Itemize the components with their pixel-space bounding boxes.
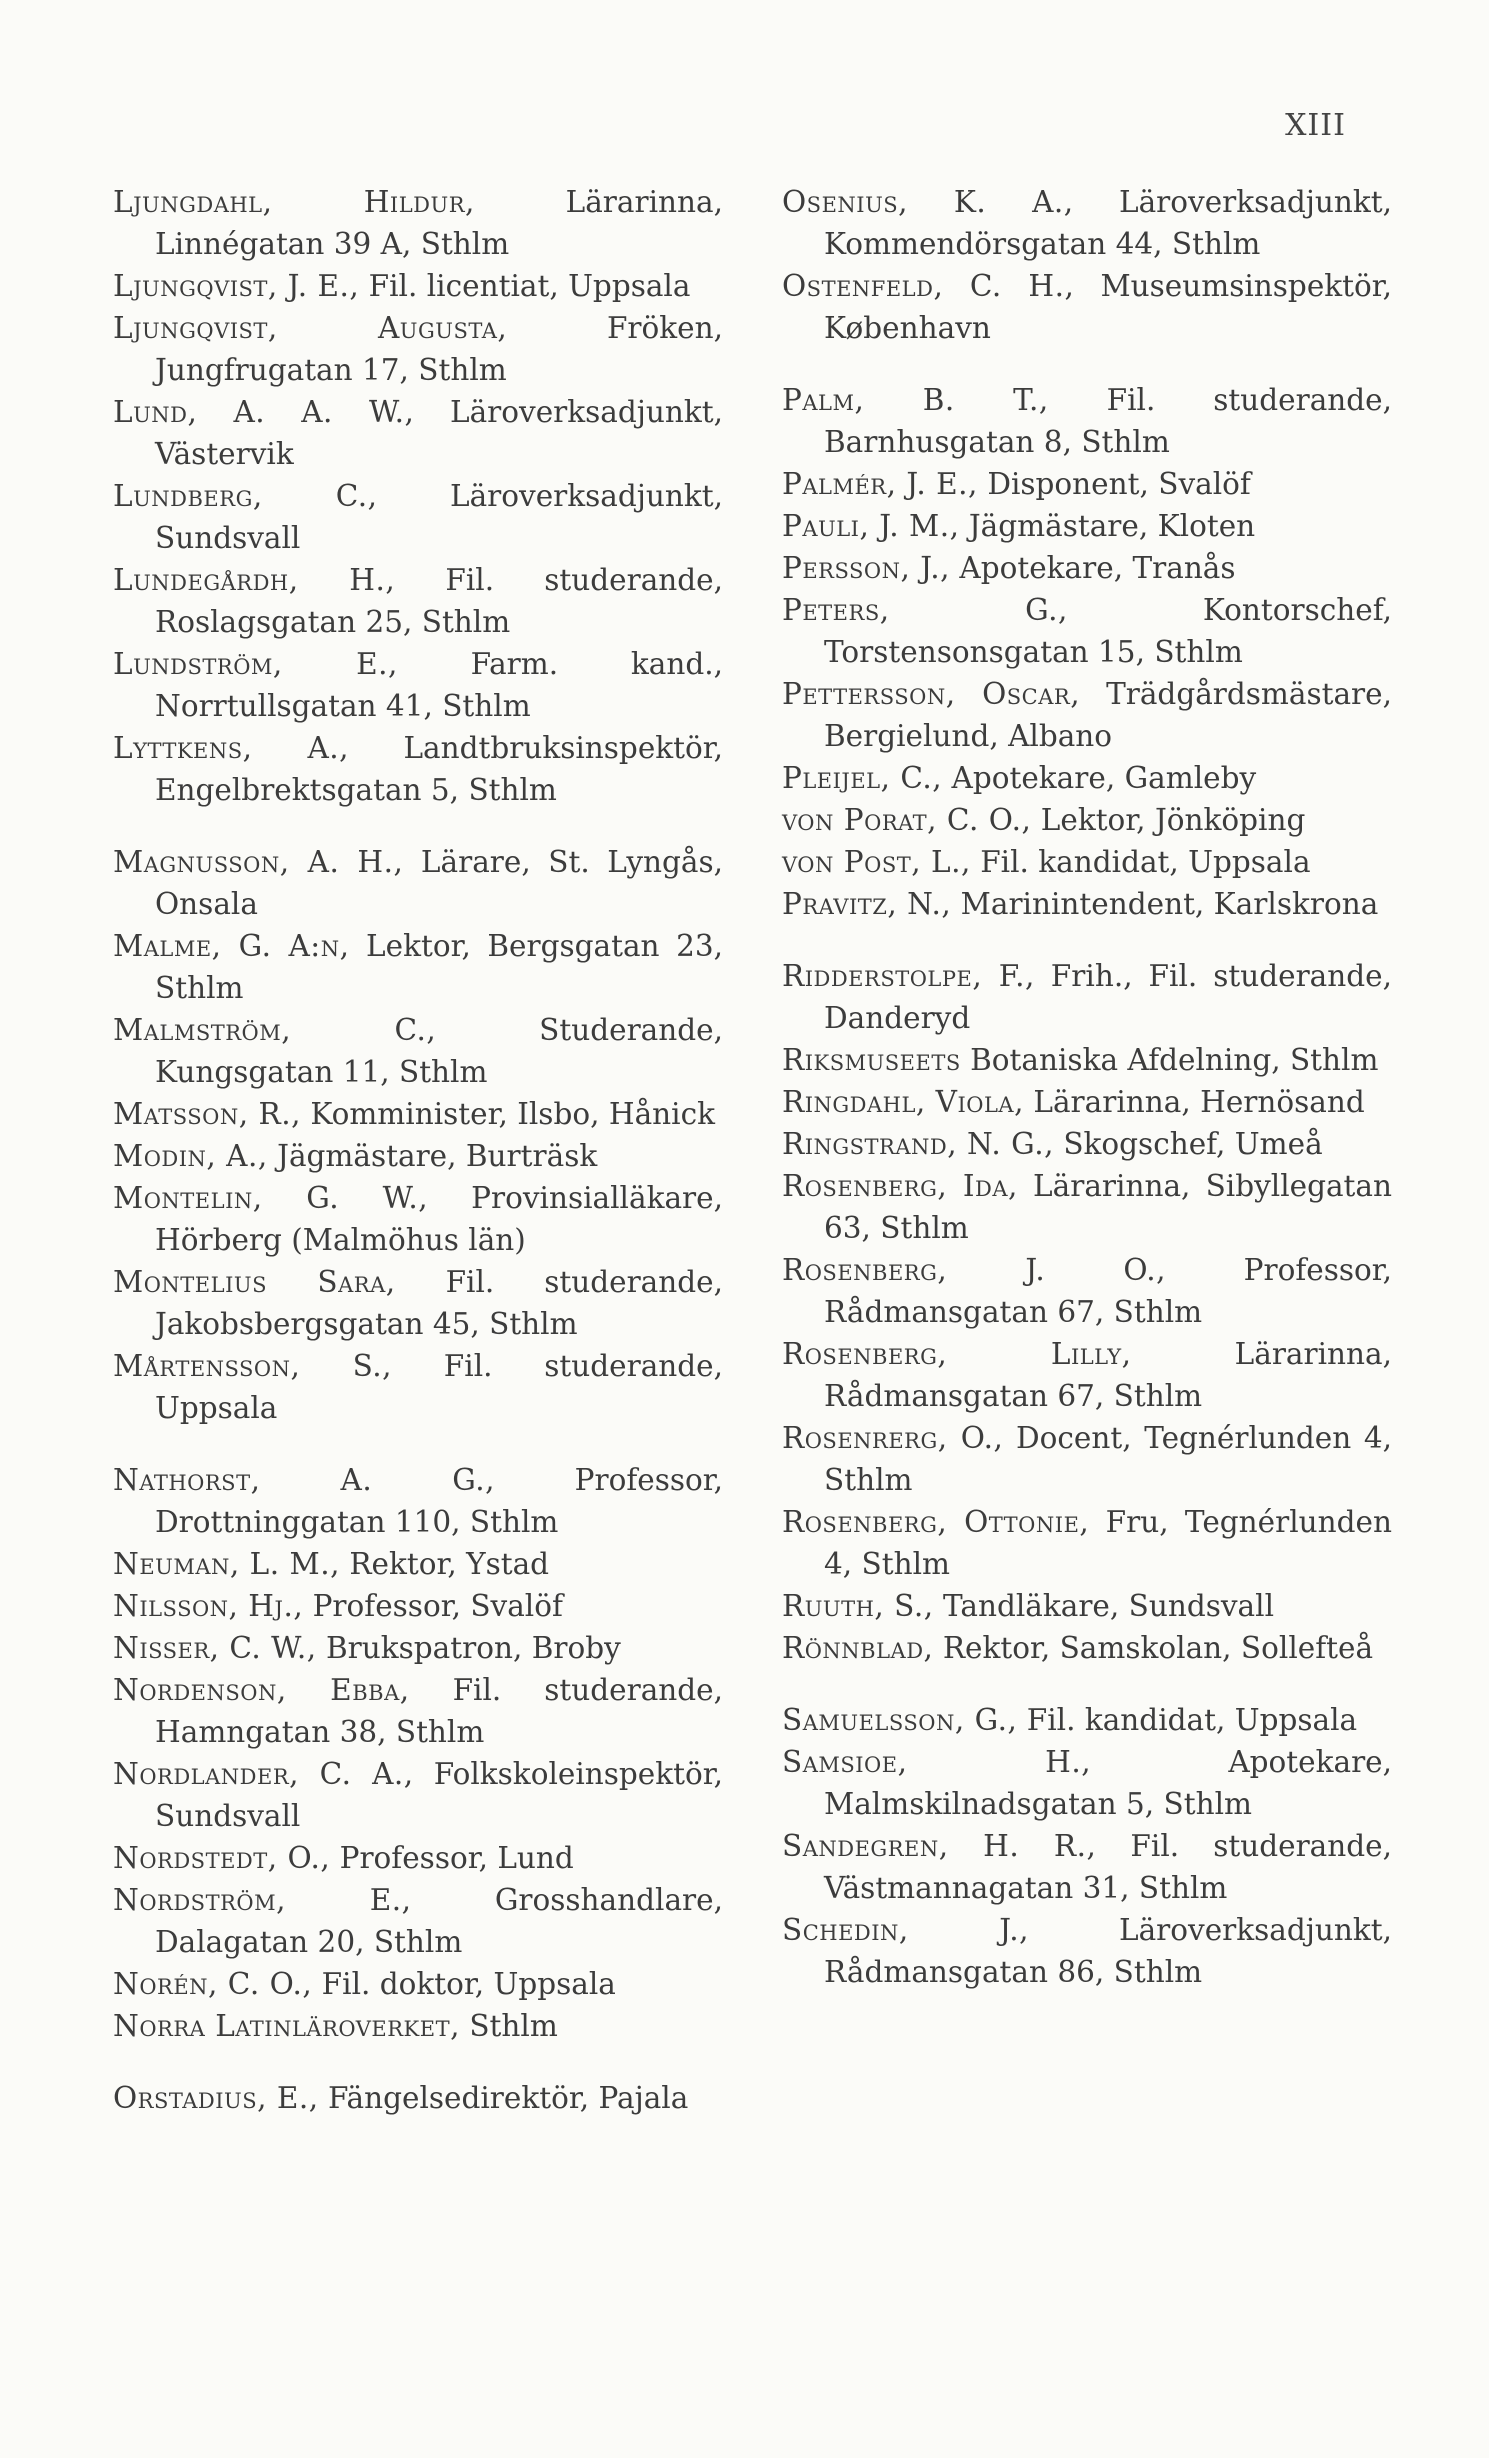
entry-name: Rosenberg, Lilly, <box>782 1337 1132 1371</box>
directory-entry <box>782 799 1392 841</box>
entry-details: Professor, Svalöf <box>303 1589 563 1623</box>
directory-entry <box>113 727 723 811</box>
directory-entry <box>113 559 723 643</box>
entry-name: Ringdahl, Viola, <box>782 1085 1024 1119</box>
entry-details: Fil. kandidat, Uppsala <box>1017 1703 1358 1737</box>
entry-details: Lärare, St. Lyngås, Onsala <box>155 845 723 921</box>
directory-entry <box>782 589 1392 673</box>
left-column <box>113 181 723 2119</box>
directory-entry <box>113 1627 723 1669</box>
entry-name: Nordenson, Ebba, <box>113 1673 410 1707</box>
directory-entry <box>113 1135 723 1177</box>
directory-entry <box>782 1627 1392 1669</box>
entry-details: Marinintendent, Karlskrona <box>951 887 1379 921</box>
directory-entry <box>782 1165 1392 1249</box>
entry-name: Ljungdahl, Hildur, <box>113 185 475 219</box>
entry-details: Folkskoleinspektör, Sundsvall <box>155 1757 723 1833</box>
entry-name: Pravitz, N., <box>782 887 952 921</box>
directory-entry <box>782 1909 1392 1993</box>
entry-name: Rosenberg, Ida, <box>782 1169 1018 1203</box>
directory-entry <box>782 1081 1392 1123</box>
entry-details: Läroverksadjunkt, Rådmansgatan 86, Sthlm <box>824 1913 1392 1989</box>
directory-entry <box>782 883 1392 925</box>
directory-entry <box>782 463 1392 505</box>
directory-entry <box>782 1585 1392 1627</box>
entry-details: Botaniska Afdelning, Sthlm <box>960 1043 1379 1077</box>
entry-name: Lundegårdh, H., <box>113 563 396 597</box>
entry-name: Montelius Sara, <box>113 1265 396 1299</box>
entry-details: Apotekare, Malmskilnadsgatan 5, Sthlm <box>824 1745 1392 1821</box>
entry-name: Malme, G. A:n, <box>113 929 350 963</box>
directory-entry <box>113 643 723 727</box>
directory-entry <box>782 1123 1392 1165</box>
entry-name: Persson, J., <box>782 551 951 585</box>
entry-name: Ridderstolpe, F., <box>782 959 1035 993</box>
entry-details: Lärarinna, Sibyllegatan 63, Sthlm <box>824 1169 1392 1245</box>
entry-details: Professor, Rådmansgatan 67, Sthlm <box>824 1253 1392 1329</box>
entry-details: Sthlm <box>459 2009 558 2043</box>
entry-details: Grosshandlare, Dalagatan 20, Sthlm <box>155 1883 723 1959</box>
directory-entry <box>113 1543 723 1585</box>
entry-details: Fil. studerande, Hamngatan 38, Sthlm <box>155 1673 723 1749</box>
entry-details: Fil. studerande, Barnhusgatan 8, Sthlm <box>824 383 1392 459</box>
directory-entry <box>113 1009 723 1093</box>
entry-name: Malmström, C., <box>113 1013 437 1047</box>
entry-name: Pauli, J. M., <box>782 509 960 543</box>
entry-details: Fil. studerande, Uppsala <box>155 1349 724 1425</box>
directory-entry <box>113 1345 723 1429</box>
entry-details: Frih., Fil. studerande, Danderyd <box>824 959 1392 1035</box>
entry-details: Lektor, Bergsgatan 23, Sthlm <box>155 929 723 1005</box>
entry-name: Montelin, G. W., <box>113 1181 429 1215</box>
entry-details: Lärarinna, Hernösand <box>1023 1085 1365 1119</box>
page-number: XIII <box>1285 108 1346 143</box>
entry-name: Sandegren, H. R., <box>782 1829 1097 1863</box>
entry-details: Jägmästare, Burträsk <box>267 1139 598 1173</box>
entry-details: Komminister, Ilsbo, Hånick <box>300 1097 715 1131</box>
entry-details: Läroverksadjunkt, Västervik <box>155 395 723 471</box>
directory-entry <box>782 1039 1392 1081</box>
directory-entry <box>113 1669 723 1753</box>
entry-name: Nilsson, Hj., <box>113 1589 304 1623</box>
entry-name: Nordström, E., <box>113 1883 412 1917</box>
entry-details: Professor, Lund <box>330 1841 574 1875</box>
entry-name: von Post, L., <box>782 845 971 879</box>
directory-entry <box>782 547 1392 589</box>
directory-entry <box>782 379 1392 463</box>
entry-details: Kontorschef, Torstensonsgatan 15, Sthlm <box>824 593 1392 669</box>
entry-details: Läroverksadjunkt, Sundsvall <box>155 479 723 555</box>
entry-details: Jägmästare, Kloten <box>959 509 1256 543</box>
entry-name: Modin, A., <box>113 1139 268 1173</box>
entry-name: Ruuth, S., <box>782 1589 934 1623</box>
directory-entry <box>113 2077 723 2119</box>
directory-entry <box>113 2005 723 2047</box>
entry-details: Professor, Drottninggatan 110, Sthlm <box>155 1463 724 1539</box>
directory-entry <box>782 1417 1392 1501</box>
entry-name: Nordlander, C. A., <box>113 1757 414 1791</box>
entry-name: Osenius, K. A., <box>782 185 1074 219</box>
entry-details: Fil. licentiat, Uppsala <box>359 269 691 303</box>
entry-name: Riksmuseets <box>782 1043 961 1077</box>
entry-details: Lärarinna, Linnégatan 39 A, Sthlm <box>155 185 723 261</box>
entry-name: Neuman, L. M., <box>113 1547 340 1581</box>
entry-details: Lektor, Jönköping <box>1031 803 1306 837</box>
entry-details: Fru, Tegnérlunden 4, Sthlm <box>824 1505 1392 1581</box>
entry-name: Rönnblad, <box>782 1631 934 1665</box>
entry-name: Nordstedt, O., <box>113 1841 331 1875</box>
directory-entry <box>113 1963 723 2005</box>
directory-entry <box>782 673 1392 757</box>
entry-details: Lärarinna, Rådmansgatan 67, Sthlm <box>824 1337 1393 1413</box>
directory-entry <box>113 475 723 559</box>
entry-name: Rosenberg, J. O., <box>782 1253 1167 1287</box>
entry-name: Samuelsson, G., <box>782 1703 1018 1737</box>
entry-details: Studerande, Kungsgatan 11, Sthlm <box>155 1013 723 1089</box>
entry-name: Lundström, E., <box>113 647 398 681</box>
entry-name: Matsson, R., <box>113 1097 301 1131</box>
entry-details: Landtbruksinspektör, Engelbrektsgatan 5, Sthlm <box>155 731 724 807</box>
directory-entry <box>113 1879 723 1963</box>
entry-name: Pettersson, Oscar, <box>782 677 1081 711</box>
directory-entry <box>113 841 723 925</box>
directory-entry <box>113 1753 723 1837</box>
entry-name: Nathorst, A. G., <box>113 1463 496 1497</box>
directory-entry <box>113 1093 723 1135</box>
directory-entry <box>782 1249 1392 1333</box>
entry-details: Museumsinspektör, København <box>824 269 1393 345</box>
entry-details: Farm. kand., Norrtullsgatan 41, Sthlm <box>155 647 723 723</box>
directory-entry <box>782 1825 1392 1909</box>
entry-name: Orstadius, E., <box>113 2081 319 2115</box>
entry-name: Samsioe, H., <box>782 1745 1092 1779</box>
entry-details: Docent, Tegnérlunden 4, Sthlm <box>824 1421 1392 1497</box>
directory-entry <box>782 1699 1392 1741</box>
directory-entry <box>782 757 1392 799</box>
entry-details: Apotekare, Tranås <box>950 551 1236 585</box>
entry-details: Brukspatron, Broby <box>316 1631 621 1665</box>
entry-name: Rosenberg, Ottonie, <box>782 1505 1090 1539</box>
entry-name: Norra Latinläroverket, <box>113 2009 460 2043</box>
entry-name: Peters, G., <box>782 593 1068 627</box>
entry-details: Skogschef, Umeå <box>1053 1127 1323 1161</box>
entry-details: Fil. studerande, Västmannagatan 31, Sthlm <box>824 1829 1392 1905</box>
directory-entry <box>113 1261 723 1345</box>
directory-entry <box>113 181 723 265</box>
entry-name: Lundberg, C., <box>113 479 378 513</box>
directory-entry <box>782 181 1392 265</box>
directory-entry <box>782 1333 1392 1417</box>
entry-name: Ringstrand, N. G., <box>782 1127 1054 1161</box>
entry-details: Apotekare, Gamleby <box>942 761 1257 795</box>
directory-entry <box>782 1741 1392 1825</box>
entry-details: Fil. kandidat, Uppsala <box>970 845 1311 879</box>
entry-name: Palmér, J. E., <box>782 467 978 501</box>
directory-entry <box>782 841 1392 883</box>
directory-entry <box>113 1177 723 1261</box>
entry-name: Ljungqvist, Augusta, <box>113 311 508 345</box>
entry-name: Nisser, C. W., <box>113 1631 317 1665</box>
entry-name: Lund, A. A. W., <box>113 395 415 429</box>
entry-name: Lyttkens, A., <box>113 731 350 765</box>
directory-entry <box>113 1459 723 1543</box>
entry-name: Pleijel, C., <box>782 761 943 795</box>
directory-entry <box>113 925 723 1009</box>
directory-entry <box>113 1585 723 1627</box>
right-column <box>782 181 1392 1993</box>
directory-entry <box>782 265 1392 349</box>
entry-name: Palm, B. T., <box>782 383 1049 417</box>
directory-entry <box>113 265 723 307</box>
entry-name: Norén, C. O., <box>113 1967 313 2001</box>
entry-details: Fil. studerande, Jakobsbergsgatan 45, Sthlm <box>155 1265 723 1341</box>
directory-entry <box>113 1837 723 1879</box>
entry-name: Magnusson, A. H., <box>113 845 404 879</box>
directory-entry <box>782 505 1392 547</box>
directory-entry <box>782 1501 1392 1585</box>
directory-entry <box>782 955 1392 1039</box>
entry-name: Mårtensson, S., <box>113 1349 393 1383</box>
entry-details: Läroverksadjunkt, Kommendörsgatan 44, Sthlm <box>824 185 1393 261</box>
entry-name: Rosenrerg, O., <box>782 1421 1004 1455</box>
entry-details: Rektor, Ystad <box>339 1547 550 1581</box>
entry-name: Schedin, J., <box>782 1913 1030 1947</box>
entry-details: Fil. studerande, Roslagsgatan 25, Sthlm <box>155 563 724 639</box>
entry-details: Fängelsedirektör, Pajala <box>318 2081 689 2115</box>
entry-details: Fröken, Jungfrugatan 17, Sthlm <box>155 311 723 387</box>
entry-details: Provinsialläkare, Hörberg (Malmöhus län) <box>155 1181 723 1257</box>
entry-name: von Porat, C. O., <box>782 803 1032 837</box>
entry-details: Rektor, Samskolan, Sollefteå <box>933 1631 1374 1665</box>
directory-entry <box>113 307 723 391</box>
entry-name: Ljungqvist, J. E., <box>113 269 360 303</box>
entry-details: Trädgårdsmästare, Bergielund, Albano <box>824 677 1392 753</box>
directory-entry <box>113 391 723 475</box>
entry-details: Disponent, Svalöf <box>977 467 1251 501</box>
entry-details: Tandläkare, Sundsvall <box>933 1589 1274 1623</box>
entry-name: Ostenfeld, C. H., <box>782 269 1075 303</box>
entry-details: Fil. doktor, Uppsala <box>312 1967 616 2001</box>
